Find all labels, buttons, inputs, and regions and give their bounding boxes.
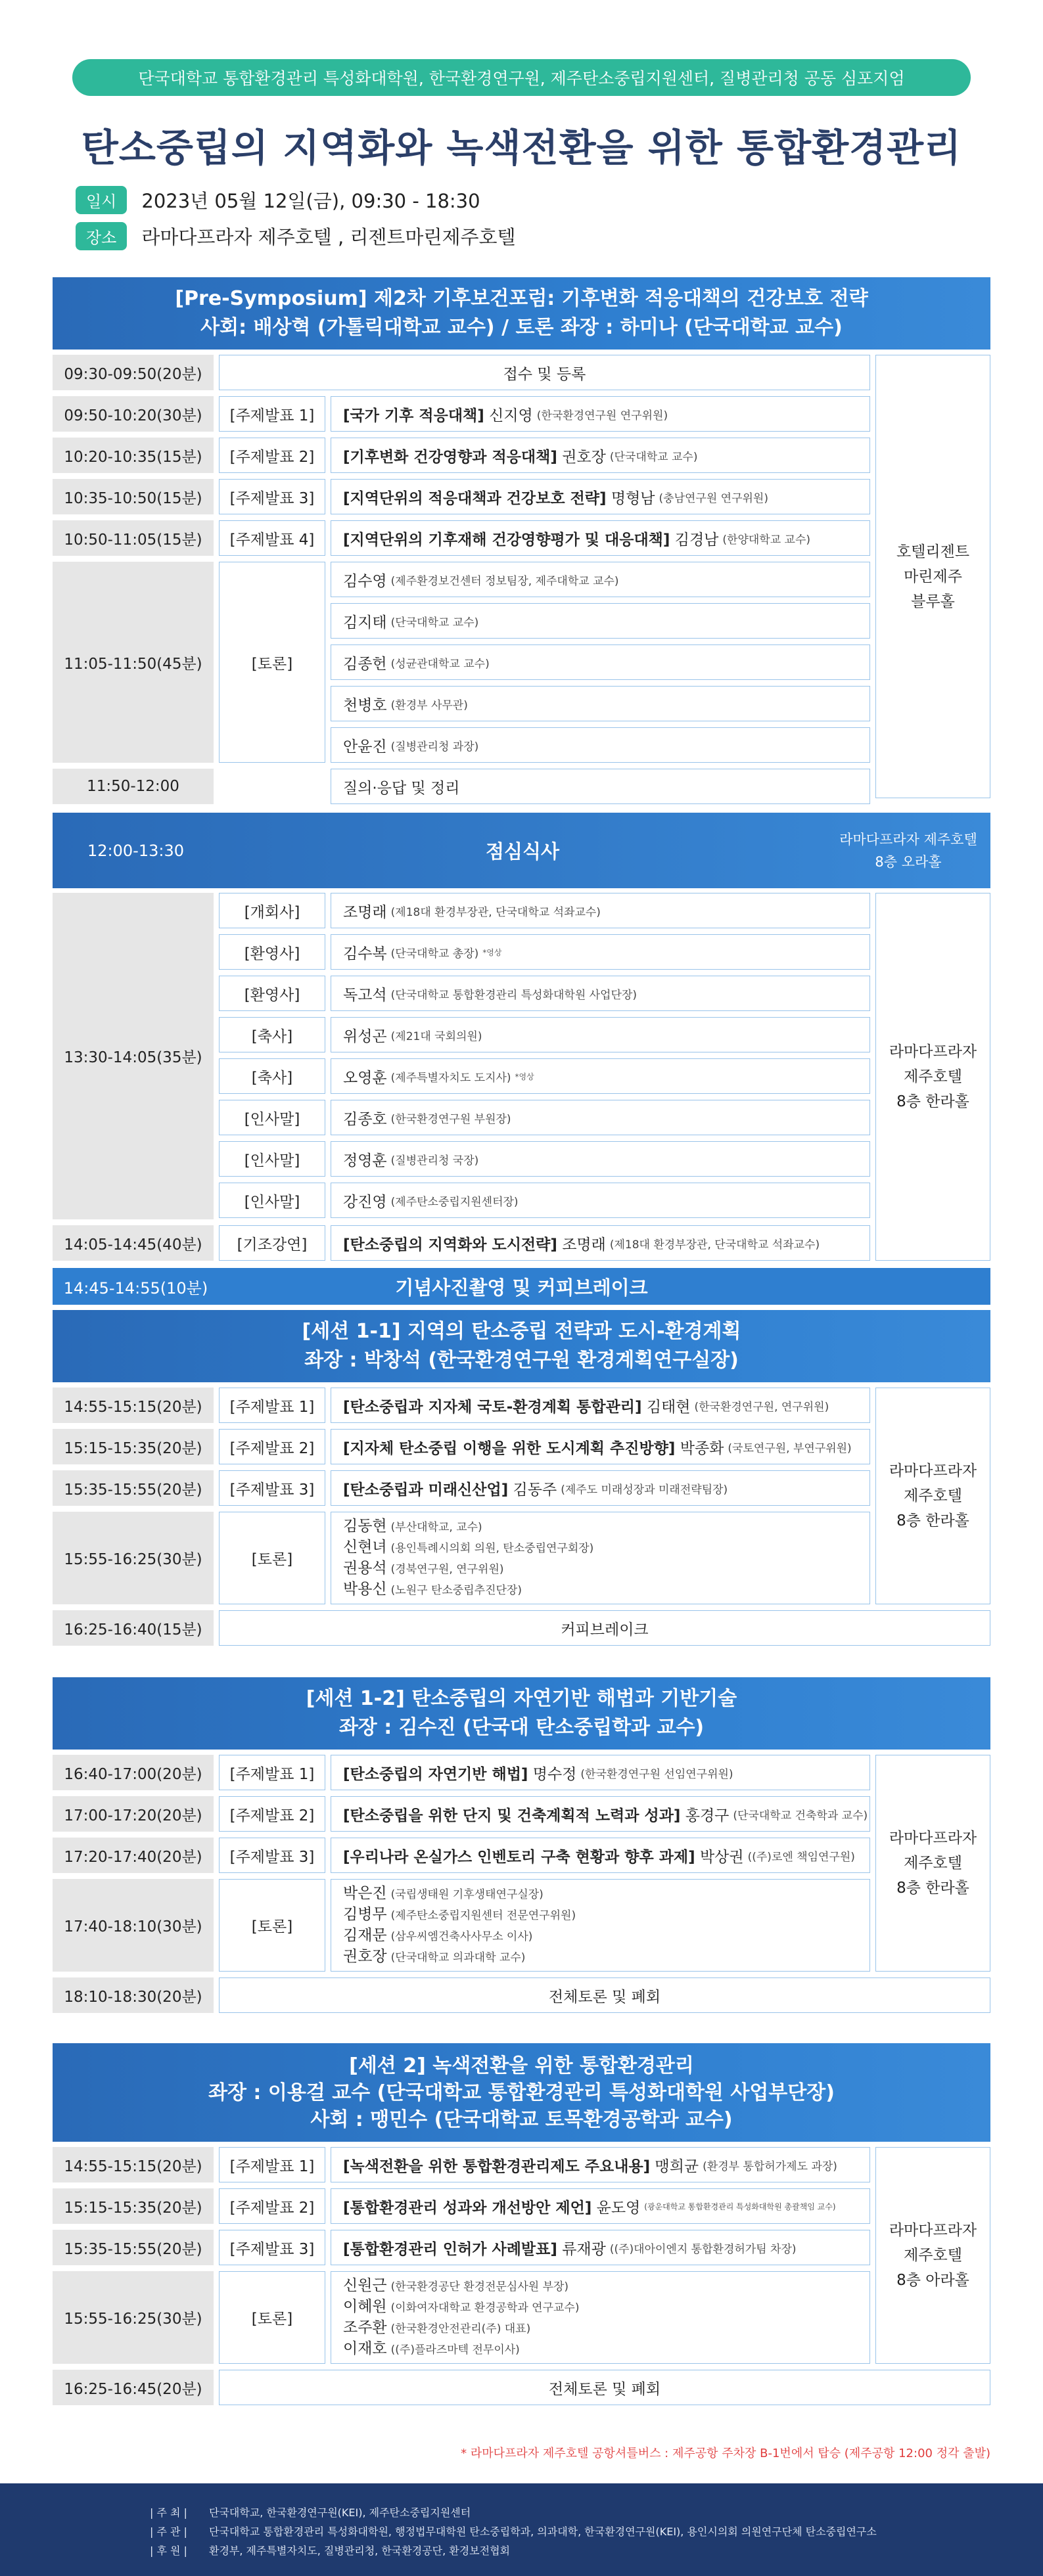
discussant-aff: (경북연구원, 연구위원) bbox=[390, 1562, 504, 1576]
discussant bbox=[343, 2339, 869, 2360]
person-cell bbox=[331, 1141, 870, 1177]
date-row bbox=[76, 186, 480, 214]
footer-host bbox=[150, 2503, 1043, 2522]
discussant-aff: (제주탄소중립지원센터 전문연구위원) bbox=[390, 1909, 576, 1922]
schedule-row bbox=[53, 438, 870, 473]
discussant-name: 조주환 bbox=[343, 2318, 387, 2336]
speaker-name: 김경남 bbox=[674, 531, 719, 549]
schedule-row bbox=[53, 1470, 870, 1506]
talk-cell bbox=[331, 1429, 870, 1464]
talk-topic: [지자체 탄소중립 이행을 위한 도시계획 추진방향] bbox=[343, 1439, 676, 1457]
discussant-name: 권호장 bbox=[343, 1947, 387, 1965]
person-aff: (제21대 국회의원) bbox=[390, 1029, 482, 1043]
time-cell: 14:55-15:15(20분) bbox=[53, 2147, 214, 2182]
opening-ceremony-row bbox=[53, 893, 870, 1219]
video-note: *영상 bbox=[482, 947, 502, 957]
session-1-1 bbox=[53, 1310, 990, 1652]
discussant-list bbox=[331, 562, 870, 763]
person-cell bbox=[331, 934, 870, 970]
pre-symposium-section bbox=[53, 277, 990, 810]
photo-time: 14:45-14:55(10분) bbox=[63, 1278, 208, 1298]
schedule-row bbox=[53, 355, 870, 390]
schedule-row bbox=[53, 2230, 870, 2265]
s11-header bbox=[53, 1310, 990, 1382]
role-cell: [축사] bbox=[219, 1017, 325, 1052]
speaker-aff: (한국환경연구원 선임연구위원) bbox=[580, 1767, 733, 1781]
discussant bbox=[343, 1947, 869, 1968]
date-badge: 일시 bbox=[76, 186, 127, 214]
person-aff: (한국환경연구원 부원장) bbox=[390, 1112, 511, 1126]
time-cell: 18:10-18:30(20분) bbox=[53, 1977, 214, 2013]
lunch-bar bbox=[53, 813, 990, 888]
discussant-list bbox=[331, 1879, 870, 1972]
lunch-section bbox=[53, 813, 990, 888]
time-cell: 13:30-14:05(35분) bbox=[53, 893, 214, 1219]
person-name: 김수복 bbox=[343, 945, 387, 962]
speaker-name: 박상권 bbox=[699, 1848, 744, 1866]
role-cell: [토론] bbox=[219, 1879, 325, 1972]
photo-bar bbox=[53, 1268, 990, 1305]
person-aff: (단국대학교 총장) bbox=[390, 947, 479, 960]
pre-venue: 호텔리젠트 마린제주 블루홀 bbox=[875, 355, 990, 798]
speaker-name: 권호장 bbox=[562, 448, 606, 466]
talk-cell bbox=[331, 1388, 870, 1423]
closing-row bbox=[53, 2370, 990, 2405]
time-cell: 09:50-10:20(30분) bbox=[53, 396, 214, 432]
person-aff: (질병관리청 국장) bbox=[390, 1154, 479, 1167]
speaker-aff: (환경부 통합허가제도 과장) bbox=[703, 2159, 837, 2173]
speaker-name: 맹희균 bbox=[655, 2158, 699, 2175]
discussant-aff: (단국대학교 교수) bbox=[390, 616, 479, 629]
speaker-name: 박종화 bbox=[680, 1439, 724, 1457]
s2-header bbox=[53, 2043, 990, 2142]
discussant-aff: (이화여자대학교 환경공학과 연구교수) bbox=[390, 2301, 580, 2315]
person-name: 정영훈 bbox=[343, 1152, 387, 1169]
talk-topic: [탄소중립의 지역화와 도시전략] bbox=[343, 1236, 557, 1254]
role-cell: [인사말] bbox=[219, 1141, 325, 1177]
discussant-aff: (성균관대학교 교수) bbox=[390, 657, 490, 671]
pre-rows bbox=[53, 355, 990, 804]
role-cell: [인사말] bbox=[219, 1183, 325, 1218]
talk-topic: [탄소중립과 미래신산업] bbox=[343, 1481, 509, 1499]
role-cell: [주제발표 3] bbox=[219, 1470, 325, 1506]
talk-cell bbox=[331, 2147, 870, 2182]
speaker-name: 명수정 bbox=[532, 1765, 577, 1783]
role-cell: [토론] bbox=[219, 1512, 325, 1604]
discussant-name: 천병호 bbox=[343, 696, 387, 714]
schedule-row bbox=[53, 769, 870, 804]
discussant-name: 이재호 bbox=[343, 2339, 387, 2357]
schedule-row bbox=[53, 1838, 870, 1873]
role-cell: [주제발표 1] bbox=[219, 2147, 325, 2182]
s2-chair: 좌장 : 이용걸 교수 (단국대학교 통합환경관리 특성화대학원 사업부단장) bbox=[208, 2081, 835, 2104]
role-cell: [주제발표 3] bbox=[219, 1838, 325, 1873]
discussant-aff: (삼우씨엠건축사사무소 이사) bbox=[390, 1930, 533, 1943]
place-badge: 장소 bbox=[76, 222, 127, 250]
discussant-aff: ((주)플라즈마텍 전무이사) bbox=[390, 2343, 520, 2357]
role-cell: [주제발표 3] bbox=[219, 2230, 325, 2265]
opening-item bbox=[219, 1017, 870, 1052]
person-name: 조명래 bbox=[343, 903, 387, 921]
qa-cell: 질의·응답 및 정리 bbox=[331, 769, 870, 804]
person-aff: (제주탄소중립지원센터장) bbox=[390, 1195, 519, 1209]
place-value: 라마다프라자 제주호텔 , 리젠트마린제주호텔 bbox=[141, 226, 516, 248]
role-cell: [개회사] bbox=[219, 893, 325, 928]
speaker-aff: (한국환경연구원, 연구위원) bbox=[694, 1400, 829, 1414]
discussant-name: 안윤진 bbox=[343, 738, 387, 756]
person-cell bbox=[331, 1183, 870, 1218]
talk-cell bbox=[331, 520, 870, 556]
person-cell bbox=[331, 1017, 870, 1052]
discussant-name: 박용신 bbox=[343, 1580, 387, 1598]
s12-rows bbox=[53, 1755, 990, 2013]
talk-cell bbox=[331, 396, 870, 432]
talk-cell bbox=[331, 1755, 870, 1790]
opening-venue: 라마다프라자 제주호텔 8층 한라홀 bbox=[875, 893, 990, 1261]
time-cell: 17:00-17:20(20분) bbox=[53, 1796, 214, 1832]
discussant bbox=[343, 1884, 869, 1905]
discussant bbox=[343, 1558, 869, 1579]
role-cell: [주제발표 1] bbox=[219, 1755, 325, 1790]
place-row bbox=[76, 222, 516, 250]
discussant bbox=[343, 2318, 869, 2339]
keynote-row bbox=[53, 1225, 870, 1261]
discussant bbox=[331, 603, 870, 639]
s11-chair: 좌장 : 박창석 (한국환경연구원 환경계획연구실장) bbox=[304, 1349, 739, 1372]
opening-item bbox=[219, 1058, 870, 1094]
person-name: 독고석 bbox=[343, 986, 387, 1004]
role-cell: [주제발표 2] bbox=[219, 1429, 325, 1464]
discussant bbox=[331, 644, 870, 680]
role-cell: [환영사] bbox=[219, 976, 325, 1011]
s12-header bbox=[53, 1677, 990, 1750]
talk-cell bbox=[331, 1225, 870, 1261]
talk-topic: [탄소중립과 지자체 국토-환경계획 통합관리] bbox=[343, 1398, 642, 1416]
lunch-venue: 라마다프라자 제주호텔 8층 오라홀 bbox=[839, 831, 977, 870]
time-cell: 10:35-10:50(15분) bbox=[53, 479, 214, 514]
discussant-name: 김동현 bbox=[343, 1517, 387, 1535]
s12-venue: 라마다프라자 제주호텔 8층 한라홀 bbox=[875, 1755, 990, 1972]
footer-value: 환경부, 제주특별자치도, 질병관리청, 한국환경공단, 환경보전협회 bbox=[209, 2544, 511, 2557]
discussant-name: 김재문 bbox=[343, 1926, 387, 1944]
s11-rows bbox=[53, 1388, 990, 1646]
pre-moderator: 사회: 배상혁 (가톨릭대학교 교수) / 토론 좌장 : 하미나 (단국대학교 교수) bbox=[200, 316, 843, 339]
discussant-name: 김병무 bbox=[343, 1905, 387, 1923]
talk-cell bbox=[331, 1838, 870, 1873]
role-cell: [토론] bbox=[219, 562, 325, 763]
s2-moderator: 사회 : 맹민수 (단국대학교 토목환경공학과 교수) bbox=[310, 2108, 733, 2131]
opening-rows bbox=[53, 893, 990, 1261]
opening-item bbox=[219, 1100, 870, 1135]
footer-label: | 주 최 | bbox=[150, 2506, 187, 2519]
s2-venue: 라마다프라자 제주호텔 8층 아라홀 bbox=[875, 2147, 990, 2364]
photo-section bbox=[53, 1268, 990, 1305]
discussant bbox=[331, 686, 870, 721]
schedule-row bbox=[53, 1388, 870, 1423]
time-cell: 14:55-15:15(20분) bbox=[53, 1388, 214, 1423]
discussion-row bbox=[53, 1512, 870, 1604]
time-cell: 09:30-09:50(20분) bbox=[53, 355, 214, 390]
schedule-row bbox=[53, 2147, 870, 2182]
s12-chair: 좌장 : 김수진 (단국대 탄소중립학과 교수) bbox=[338, 1716, 705, 1739]
time-cell: 14:05-14:45(40분) bbox=[53, 1225, 214, 1261]
discussant-name: 신원근 bbox=[343, 2276, 387, 2294]
closing-row bbox=[53, 1977, 990, 2013]
time-cell: 15:15-15:35(20분) bbox=[53, 2188, 214, 2224]
discussant bbox=[331, 562, 870, 597]
discussant-list bbox=[331, 2271, 870, 2364]
talk-cell bbox=[331, 1796, 870, 1832]
discussant bbox=[343, 1516, 869, 1537]
talk-topic: [탄소중립을 위한 단지 및 건축계획적 노력과 성과] bbox=[343, 1807, 681, 1824]
speaker-name: 류재광 bbox=[562, 2240, 606, 2258]
opening-item bbox=[219, 934, 870, 970]
pre-title: [Pre-Symposium] 제2차 기후보건포럼: 기후변화 적응대책의 건강보호 전략 bbox=[175, 287, 868, 310]
role-cell: [토론] bbox=[219, 2271, 325, 2364]
opening-item bbox=[219, 893, 870, 928]
discussant-list bbox=[331, 1512, 870, 1604]
talk-cell bbox=[331, 479, 870, 514]
talk-topic: [통합환경관리 성과와 개선방안 제언] bbox=[343, 2199, 592, 2217]
s12-title: [세션 1-2] 탄소중립의 자연기반 해법과 기반기술 bbox=[306, 1687, 737, 1710]
speaker-name: 김동주 bbox=[513, 1481, 557, 1499]
date-value: 2023년 05월 12일(금), 09:30 - 18:30 bbox=[141, 190, 480, 212]
registration: 접수 및 등록 bbox=[219, 355, 870, 390]
role-cell: [환영사] bbox=[219, 934, 325, 970]
s2-rows bbox=[53, 2147, 990, 2405]
time-cell: 11:05-11:50(45분) bbox=[53, 562, 214, 763]
talk-cell bbox=[331, 2188, 870, 2224]
discussant bbox=[331, 727, 870, 763]
photo-title: 기념사진촬영 및 커피브레이크 bbox=[395, 1276, 648, 1299]
discussant-aff: (단국대학교 의과대학 교수) bbox=[390, 1951, 526, 1964]
speaker-aff: (한국환경연구원 연구위원) bbox=[536, 409, 668, 422]
discussant-aff: (한국환경공단 환경전문심사원 부장) bbox=[390, 2280, 569, 2294]
time-cell: 17:40-18:10(30분) bbox=[53, 1879, 214, 1972]
role-cell: [주제발표 1] bbox=[219, 396, 325, 432]
speaker-aff: ((주)로엔 책임연구원) bbox=[747, 1850, 855, 1864]
time-cell: 16:25-16:45(20분) bbox=[53, 2370, 214, 2405]
footer-organizer bbox=[150, 2522, 1043, 2541]
discussant-name: 김종헌 bbox=[343, 655, 387, 673]
discussant-name: 김지태 bbox=[343, 614, 387, 631]
talk-topic: [지역단위의 기후재해 건강영향평가 및 대응대책] bbox=[343, 531, 670, 549]
break-cell: 커피브레이크 bbox=[219, 1610, 990, 1646]
role-cell: [주제발표 2] bbox=[219, 438, 325, 473]
discussant-aff: (제주환경보건센터 정보팀장, 제주대학교 교수) bbox=[390, 574, 619, 588]
s11-title: [세션 1-1] 지역의 탄소중립 전략과 도시-환경계획 bbox=[302, 1320, 741, 1343]
discussant-aff: (노원구 탄소중립추진단장) bbox=[390, 1583, 522, 1597]
time-cell: 16:40-17:00(20분) bbox=[53, 1755, 214, 1790]
opening-item bbox=[219, 976, 870, 1011]
footer-sponsor bbox=[150, 2541, 1043, 2560]
time-cell: 15:15-15:35(20분) bbox=[53, 1429, 214, 1464]
role-cell: [주제발표 3] bbox=[219, 479, 325, 514]
speaker-name: 윤도영 bbox=[596, 2199, 641, 2217]
talk-topic: [우리나라 온실가스 인벤토리 구축 현황과 향후 과제] bbox=[343, 1848, 695, 1866]
person-cell bbox=[331, 1058, 870, 1094]
discussant-name: 이혜원 bbox=[343, 2297, 387, 2315]
person-name: 위성곤 bbox=[343, 1028, 387, 1045]
footer-label: | 후 원 | bbox=[150, 2544, 187, 2557]
opening-list bbox=[219, 893, 870, 1219]
schedule-row bbox=[53, 479, 870, 514]
time-cell: 16:25-16:40(15분) bbox=[53, 1610, 214, 1646]
person-aff: (제18대 환경부장관, 단국대학교 석좌교수) bbox=[390, 905, 601, 919]
role-cell: [기조강연] bbox=[219, 1225, 325, 1261]
speaker-aff: (국토연구원, 부연구위원) bbox=[728, 1441, 852, 1455]
discussant-aff: (질병관리청 과장) bbox=[390, 740, 479, 754]
closing-cell: 전체토론 및 폐회 bbox=[219, 1977, 990, 2013]
discussant-aff: (환경부 사무관) bbox=[390, 698, 468, 712]
discussant bbox=[343, 1537, 869, 1558]
speaker-aff: (충남연구원 연구위원) bbox=[659, 491, 768, 505]
discussant-aff: (국립생태원 기후생태연구실장) bbox=[390, 1887, 544, 1901]
s2-title: [세션 2] 녹색전환을 위한 통합환경관리 bbox=[349, 2054, 694, 2077]
talk-cell bbox=[331, 1470, 870, 1506]
closing-cell: 전체토론 및 폐회 bbox=[219, 2370, 990, 2405]
schedule-row bbox=[53, 520, 870, 556]
schedule-row bbox=[53, 1796, 870, 1832]
speaker-aff: (제주도 미래성장과 미래전략팀장) bbox=[561, 1483, 728, 1497]
person-name: 김종호 bbox=[343, 1110, 387, 1128]
cohost-banner: 단국대학교 통합환경관리 특성화대학원, 한국환경연구원, 제주탄소중립지원센터, 질병관리청 공동 심포지엄 bbox=[72, 59, 971, 96]
session-1-2 bbox=[53, 1677, 990, 2019]
discussant bbox=[343, 2276, 869, 2297]
page-title: 탄소중립의 지역화와 녹색전환을 위한 통합환경관리 bbox=[81, 125, 962, 170]
schedule-row bbox=[53, 2188, 870, 2224]
speaker-name: 신지영 bbox=[489, 407, 533, 424]
pre-header bbox=[53, 277, 990, 350]
schedule-row bbox=[53, 1755, 870, 1790]
talk-cell bbox=[331, 438, 870, 473]
person-aff: (제주특별자치도 도지사) bbox=[390, 1071, 511, 1085]
discussion-row bbox=[53, 562, 870, 763]
lunch-title: 점심식사 bbox=[485, 840, 560, 863]
discussion-row bbox=[53, 2271, 870, 2364]
discussant-name: 박은진 bbox=[343, 1884, 387, 1902]
discussant-name: 김수영 bbox=[343, 572, 387, 590]
opening-item bbox=[219, 1141, 870, 1177]
opening-section bbox=[53, 893, 990, 1267]
discussant-name: 권용석 bbox=[343, 1559, 387, 1577]
discussant bbox=[343, 2297, 869, 2318]
speaker-aff: (제18대 환경부장관, 단국대학교 석좌교수) bbox=[609, 1238, 820, 1252]
time-cell: 11:50-12:00 bbox=[53, 769, 214, 804]
role-cell: [주제발표 2] bbox=[219, 2188, 325, 2224]
role-cell: [축사] bbox=[219, 1058, 325, 1094]
footer-value: 단국대학교 통합환경관리 특성화대학원, 행정법무대학원 탄소중립학과, 의과대학, 한국환경연구원(KEI), 용인시의회 의원연구단체 탄소중립연구소 bbox=[209, 2525, 877, 2538]
time-cell: 15:55-16:25(30분) bbox=[53, 1512, 214, 1604]
discussant-aff: (부산대학교, 교수) bbox=[390, 1520, 482, 1534]
speaker-name: 명형남 bbox=[611, 489, 655, 507]
schedule-row bbox=[53, 1429, 870, 1464]
talk-topic: [탄소중립의 자연기반 해법] bbox=[343, 1765, 528, 1783]
shuttle-note: * 라마다프라자 제주호텔 공항셔틀버스 : 제주공항 주차장 B-1번에서 탑승 (제주공항 12:00 정각 출발) bbox=[461, 2447, 990, 2460]
footer bbox=[0, 2483, 1043, 2576]
talk-cell bbox=[331, 2230, 870, 2265]
discussant bbox=[343, 1579, 869, 1600]
schedule-row bbox=[53, 396, 870, 432]
role-cell: [인사말] bbox=[219, 1100, 325, 1135]
time-cell: 15:35-15:55(20분) bbox=[53, 1470, 214, 1506]
talk-topic: [통합환경관리 인허가 사례발표] bbox=[343, 2240, 557, 2258]
time-cell: 10:50-11:05(15분) bbox=[53, 520, 214, 556]
discussant bbox=[343, 1905, 869, 1926]
person-cell bbox=[331, 893, 870, 928]
time-cell: 15:55-16:25(30분) bbox=[53, 2271, 214, 2364]
speaker-name: 조명래 bbox=[562, 1236, 606, 1254]
time-cell: 15:35-15:55(20분) bbox=[53, 2230, 214, 2265]
session-2 bbox=[53, 2043, 990, 2411]
s11-venue: 라마다프라자 제주호텔 8층 한라홀 bbox=[875, 1388, 990, 1604]
role-cell: [주제발표 2] bbox=[219, 1796, 325, 1832]
speaker-aff: (단국대학교 건축학과 교수) bbox=[733, 1809, 868, 1822]
speaker-name: 김태현 bbox=[646, 1398, 691, 1416]
role-cell: [주제발표 4] bbox=[219, 520, 325, 556]
footer-value: 단국대학교, 한국환경연구원(KEI), 제주탄소중립지원센터 bbox=[209, 2506, 471, 2519]
discussant-aff: (한국환경안전관리(주) 대표) bbox=[390, 2322, 531, 2336]
footer-label: | 주 관 | bbox=[150, 2525, 187, 2538]
role-cell: [주제발표 1] bbox=[219, 1388, 325, 1423]
speaker-aff: (광운대학교 통합환경관리 특성화대학원 총괄책임 교수) bbox=[644, 2202, 836, 2211]
talk-topic: [국가 기후 적응대책] bbox=[343, 407, 484, 424]
discussion-row bbox=[53, 1879, 870, 1972]
person-aff: (단국대학교 통합환경관리 특성화대학원 사업단장) bbox=[390, 988, 637, 1002]
time-cell: 10:20-10:35(15분) bbox=[53, 438, 214, 473]
speaker-aff: (한양대학교 교수) bbox=[722, 533, 811, 547]
speaker-aff: ((주)대아이엔지 통합환경허가팀 차장) bbox=[609, 2242, 797, 2256]
lunch-time: 12:00-13:30 bbox=[87, 841, 184, 860]
person-name: 오영훈 bbox=[343, 1069, 387, 1087]
talk-topic: [기후변화 건강영향과 적응대책] bbox=[343, 448, 557, 466]
video-note: *영상 bbox=[515, 1072, 534, 1081]
speaker-name: 홍경구 bbox=[685, 1807, 730, 1824]
person-name: 강진영 bbox=[343, 1193, 387, 1211]
person-cell bbox=[331, 976, 870, 1011]
speaker-aff: (단국대학교 교수) bbox=[609, 450, 698, 464]
discussant-aff: (용인특례시의회 의원, 탄소중립연구회장) bbox=[390, 1541, 594, 1555]
break-row bbox=[53, 1610, 990, 1646]
talk-topic: [녹색전환을 위한 통합환경관리제도 주요내용] bbox=[343, 2158, 651, 2175]
opening-item bbox=[219, 1183, 870, 1218]
discussant-name: 신현녀 bbox=[343, 1538, 387, 1556]
discussant bbox=[343, 1926, 869, 1947]
talk-topic: [지역단위의 적응대책과 건강보호 전략] bbox=[343, 489, 607, 507]
person-cell bbox=[331, 1100, 870, 1135]
time-cell: 17:20-17:40(20분) bbox=[53, 1838, 214, 1873]
